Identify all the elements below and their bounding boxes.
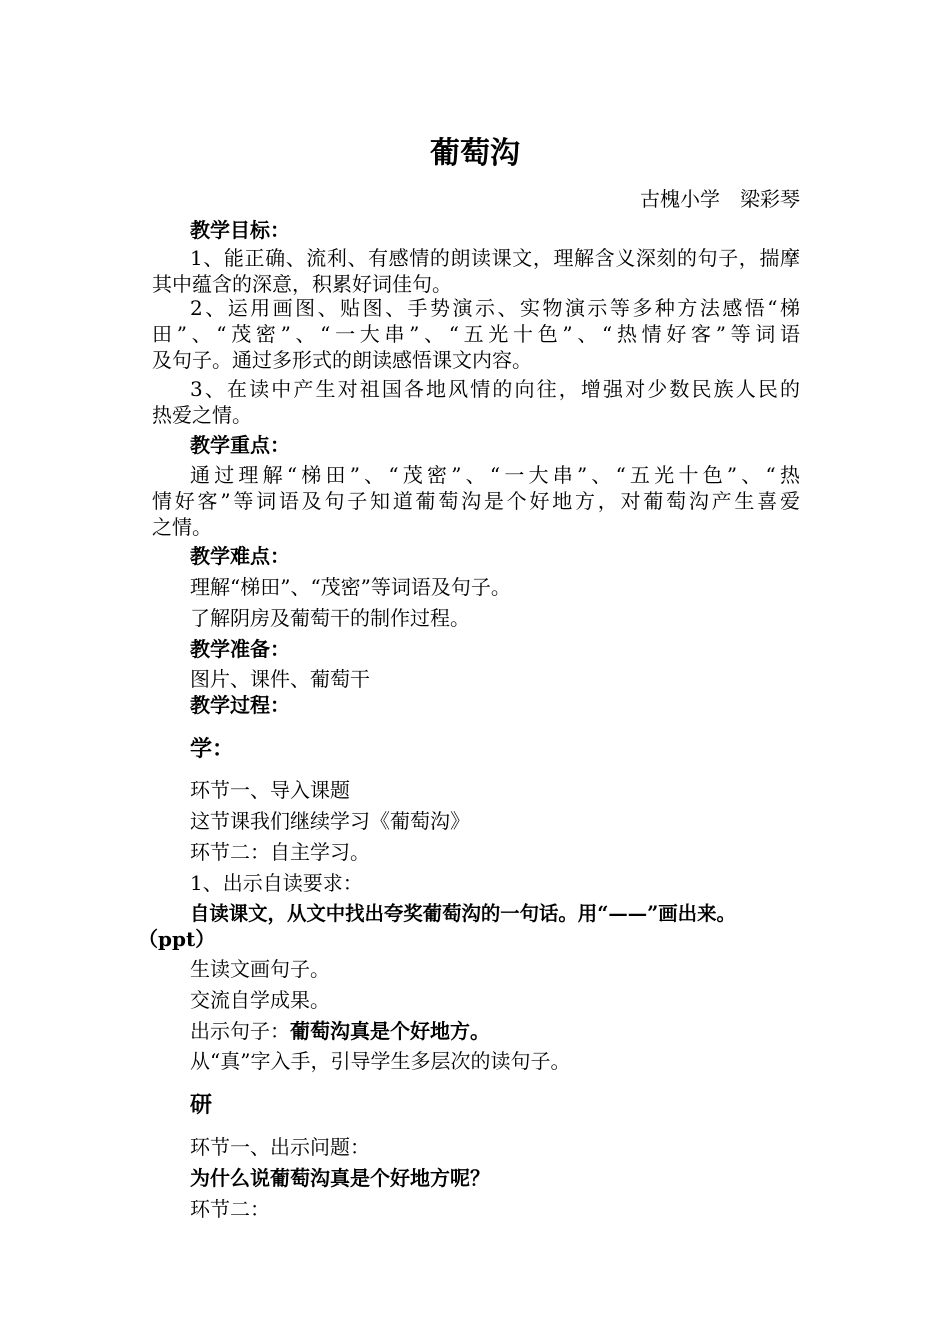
objective-2-line-1: 2、运用画图、贴图、手势演示、实物演示等多种方法感悟“梯 [190,296,800,320]
key-points-line-3: 之情。 [152,515,212,539]
learn-line-1: 环节一、导入课题 [190,778,350,802]
objective-3-line-2: 热爱之情。 [152,403,252,427]
learn-line-6: （ppt） [138,927,216,951]
author-line: 古槐小学 梁彩琴 [640,187,800,211]
key-points-heading: 教学重点： [190,433,290,457]
process-heading: 教学过程： [190,693,290,717]
objective-2-line-3: 及句子。通过多形式的朗读感悟课文内容。 [152,348,532,372]
learn-line-10: 从“真”字入手，引导学生多层次的读句子。 [190,1049,571,1073]
research-section-heading: 研 [190,1092,213,1118]
objectives-heading: 教学目标： [190,218,290,242]
objective-1-line-1: 1、能正确、流利、有感情的朗读课文，理解含义深刻的句子，揣摩 [190,246,800,270]
objective-3-line-1: 3、在读中产生对祖国各地风情的向往，增强对少数民族人民的 [190,377,800,401]
research-line-3: 环节二： [190,1197,270,1221]
learn-line-7: 生读文画句子。 [190,957,330,981]
key-points-line-1: 通过理解“梯田”、“茂密”、“一大串”、“五光十色”、“热 [190,463,800,487]
preparation-heading: 教学准备： [190,637,290,661]
learn-line-9 [190,1018,490,1044]
page-title: 葡萄沟 [430,136,520,171]
objective-2-line-2: 田”、“茂密”、“一大串”、“五光十色”、“热情好客”等词语 [152,322,800,346]
difficulties-heading: 教学难点： [190,544,290,568]
learn-line-5: 自读课文，从文中找出夸奖葡萄沟的一句话。用“——”画出来。 [190,902,736,925]
learn-line-2: 这节课我们继续学习《葡萄沟》 [190,809,470,833]
learn-line-8: 交流自学成果。 [190,988,330,1012]
research-line-1: 环节一、出示问题： [190,1135,370,1159]
learn-line-4: 1、出示自读要求： [190,871,363,895]
learn-line-3: 环节二：自主学习。 [190,840,370,864]
difficulties-line-2: 了解阴房及葡萄干的制作过程。 [190,606,470,630]
learn-line-9-prefix: 出示句子： [190,1019,290,1043]
difficulties-line-1: 理解“梯田”、“茂密”等词语及句子。 [190,575,511,599]
research-line-2: 为什么说葡萄沟真是个好地方呢？ [190,1166,490,1190]
learn-section-heading: 学： [190,736,235,762]
key-points-line-2: 情好客”等词语及句子知道葡萄沟是个好地方，对葡萄沟产生喜爱 [152,489,800,513]
objective-1-line-2: 其中蕴含的深意，积累好词佳句。 [152,272,452,296]
preparation-line-1: 图片、课件、葡萄干 [190,667,370,691]
learn-line-9-sentence: 葡萄沟真是个好地方。 [290,1019,490,1043]
